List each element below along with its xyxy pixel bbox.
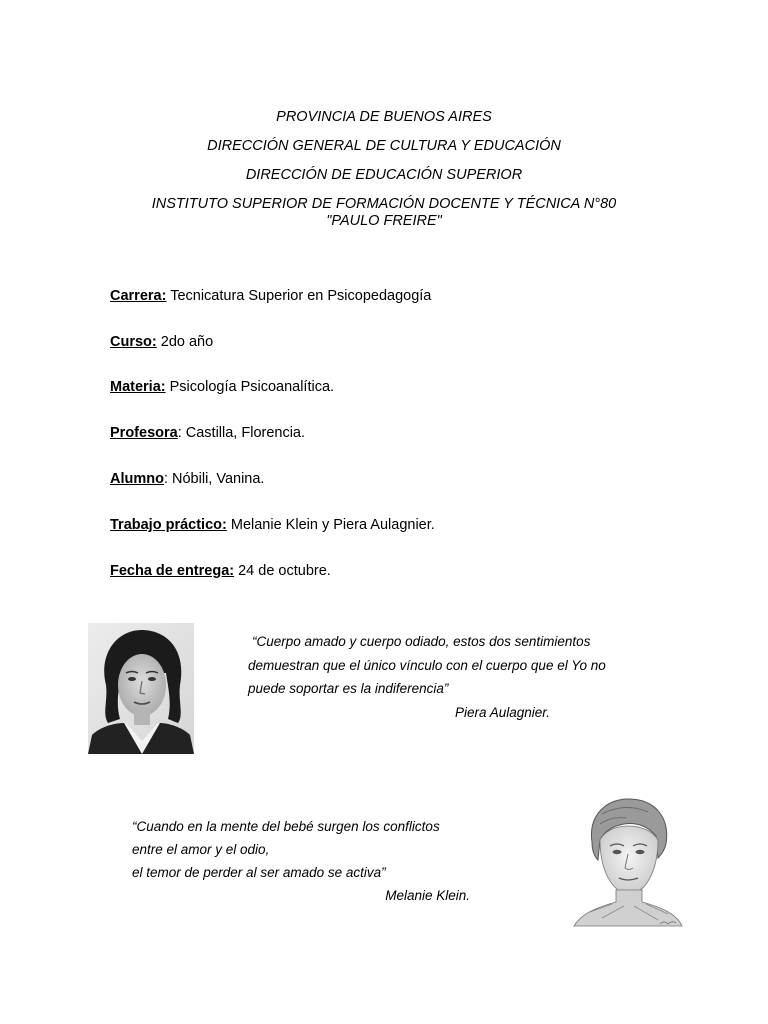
field-label: Alumno bbox=[110, 471, 164, 487]
field-label: Carrera: bbox=[110, 288, 167, 304]
field-label: Fecha de entrega: bbox=[110, 563, 235, 579]
field-carrera bbox=[110, 287, 431, 305]
field-profesora bbox=[110, 424, 305, 442]
field-label: Trabajo práctico: bbox=[110, 517, 227, 533]
quote-line: puede soportar es la indiferencia” bbox=[248, 681, 449, 696]
quote-author: Piera Aulagnier. bbox=[454, 704, 550, 720]
quote-aulagnier bbox=[248, 630, 668, 724]
field-value: : Castilla, Florencia. bbox=[177, 425, 306, 441]
field-label: Curso: bbox=[110, 334, 157, 350]
field-value: Psicología Psicoanalítica. bbox=[165, 379, 335, 395]
portrait-klein-image bbox=[572, 796, 684, 930]
portrait-aulagnier-image bbox=[88, 623, 194, 754]
header-institute-name: "PAULO FREIRE" bbox=[326, 213, 442, 229]
field-value: 2do año bbox=[156, 334, 214, 350]
field-materia bbox=[110, 378, 334, 396]
quote-line: entre el amor y el odio, bbox=[132, 842, 270, 857]
header-province: PROVINCIA DE BUENOS AIRES bbox=[276, 109, 492, 125]
field-value: Tecnicatura Superior en Psicopedagogía bbox=[166, 288, 432, 304]
header-direction-superior: DIRECCIÓN DE EDUCACIÓN SUPERIOR bbox=[245, 167, 523, 183]
header-direction-general: DIRECCIÓN GENERAL DE CULTURA Y EDUCACIÓN bbox=[207, 138, 561, 154]
quote-author: Melanie Klein. bbox=[385, 888, 470, 903]
quote-line: “Cuerpo amado y cuerpo odiado, estos dos sentimientos bbox=[252, 634, 591, 649]
field-value: : Nóbili, Vanina. bbox=[163, 471, 265, 487]
field-alumno bbox=[110, 470, 264, 488]
header-institute: INSTITUTO SUPERIOR DE FORMACIÓN DOCENTE Y TÉCNICA N°80 bbox=[151, 196, 617, 212]
field-label: Profesora bbox=[110, 425, 178, 441]
quote-klein bbox=[132, 815, 492, 907]
field-fecha-entrega bbox=[110, 562, 331, 580]
field-value: Melanie Klein y Piera Aulagnier. bbox=[226, 517, 435, 533]
field-value: 24 de octubre. bbox=[234, 563, 331, 579]
field-trabajo-practico bbox=[110, 516, 435, 534]
quote-line: “Cuando en la mente del bebé surgen los conflictos bbox=[132, 819, 440, 834]
quote-line: demuestran que el único vínculo con el cuerpo que el Yo no bbox=[248, 657, 606, 673]
quote-line: el temor de perder al ser amado se activa” bbox=[132, 865, 386, 880]
field-curso bbox=[110, 333, 213, 351]
field-label: Materia: bbox=[110, 379, 166, 395]
